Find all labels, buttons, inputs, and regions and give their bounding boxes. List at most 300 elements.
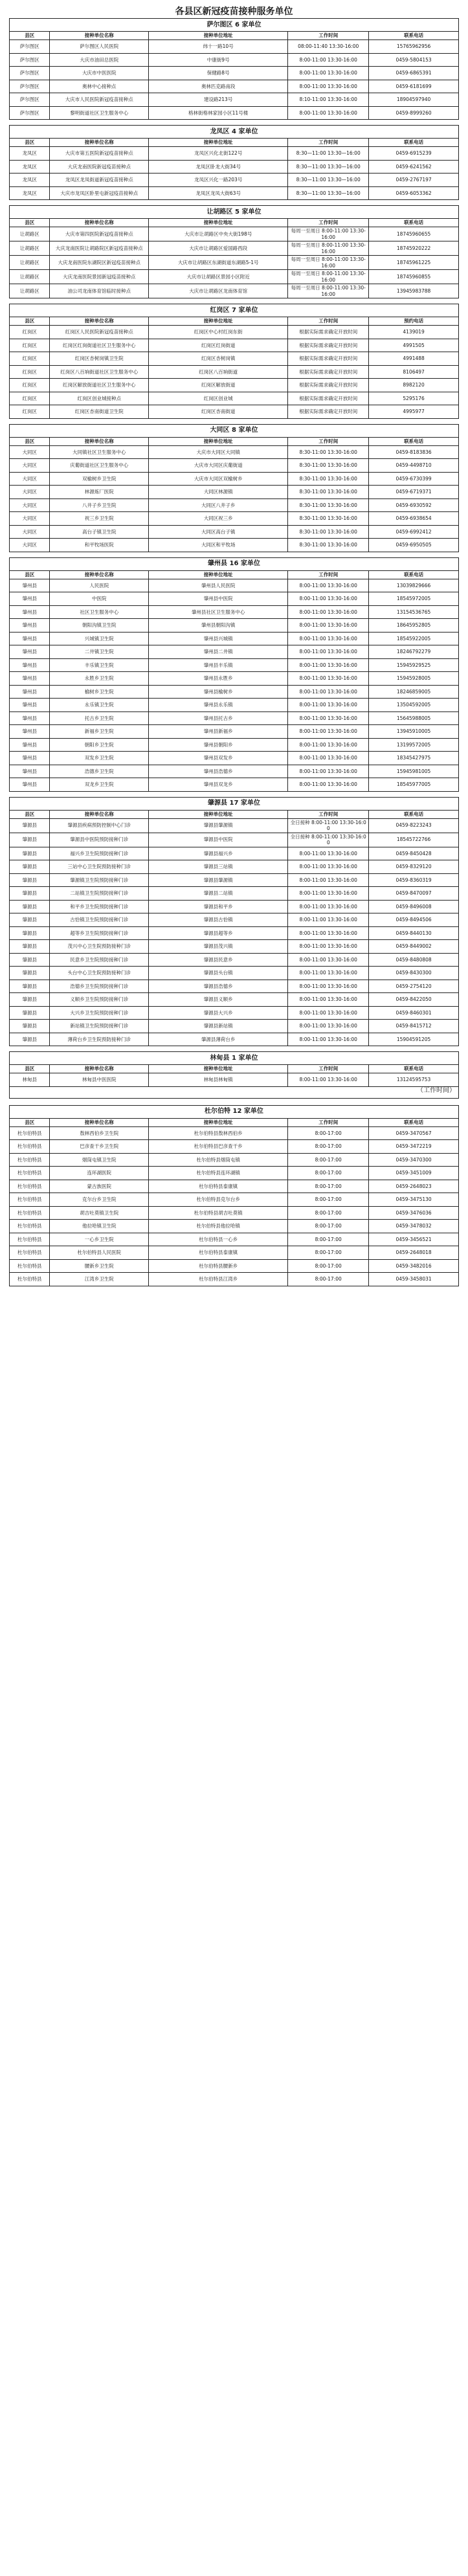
section-title: 杜尔伯特 12 家单位 <box>10 1105 459 1118</box>
cell-site-address: 杜尔伯特县江湾乡 <box>149 1273 288 1286</box>
cell-site-name: 克尔台乡卫生院 <box>50 1193 149 1207</box>
cell-site-address: 杜尔伯特县泰康镇 <box>149 1246 288 1260</box>
cell-site-name: 新站镇卫生院预防接种门诊 <box>50 1020 149 1033</box>
cell-phone: 13945910005 <box>369 725 459 739</box>
cell-hours: 根据实际需求确定开放时间 <box>288 339 369 352</box>
cell-county: 肇源县 <box>10 1020 50 1033</box>
table-row <box>10 392 459 405</box>
cell-hours: 8:00-17:00 <box>288 1246 369 1260</box>
cell-phone: 18545722766 <box>369 833 459 847</box>
cell-county: 杜尔伯特县 <box>10 1246 50 1260</box>
cell-county: 红岗区 <box>10 352 50 366</box>
table-row <box>10 284 459 298</box>
table-row <box>10 1006 459 1020</box>
cell-site-address: 中康街9号 <box>149 53 288 67</box>
cell-county: 肇州县 <box>10 752 50 765</box>
cell-phone: 0459-6719371 <box>369 486 459 499</box>
cell-phone: 0459-8494506 <box>369 913 459 927</box>
cell-phone: 0459-3458031 <box>369 1273 459 1286</box>
cell-phone: 13039829666 <box>369 579 459 592</box>
cell-site-name: 大庆市第四医院新冠疫苗接种点 <box>50 227 149 241</box>
cell-hours: 8:00-11:00 13:30-16:00 <box>288 725 369 739</box>
cell-hours: 每周一至周日 8:00-11:00 13:30-16:00 <box>288 270 369 284</box>
cell-county: 肇源县 <box>10 847 50 860</box>
table-row <box>10 147 459 161</box>
table-row <box>10 1193 459 1207</box>
cell-county: 肇州县 <box>10 711 50 725</box>
cell-hours: 8:00-11:00 13:30-16:00 <box>288 605 369 619</box>
cell-site-address: 肇源县肇源镇 <box>149 873 288 887</box>
vaccination-table <box>9 205 459 298</box>
cell-phone: 13945983788 <box>369 284 459 298</box>
cell-site-name: 胡吉吐莫镇卫生院 <box>50 1206 149 1220</box>
column-header-0: 县区 <box>10 570 50 579</box>
table-row <box>10 833 459 847</box>
cell-site-name: 丰乐镇卫生院 <box>50 658 149 672</box>
cell-site-address: 肇州县二井镇 <box>149 645 288 659</box>
section-heading-row <box>10 797 459 810</box>
cell-hours: 8:30—11:00 13:30—16:00 <box>288 186 369 200</box>
hours-note: （工作时间） <box>9 1082 459 1099</box>
cell-site-address: 建设路213号 <box>149 93 288 107</box>
cell-hours: 8:30—11:00 13:30—16:00 <box>288 174 369 187</box>
cell-hours: 每周一至周日 8:00-11:00 13:30-16:00 <box>288 256 369 270</box>
table-row <box>10 605 459 619</box>
cell-county: 肇州县 <box>10 645 50 659</box>
cell-site-address: 肇源县茂兴镇 <box>149 940 288 954</box>
cell-county: 让胡路区 <box>10 284 50 298</box>
cell-hours: 8:00-11:00 13:30-16:00 <box>288 887 369 901</box>
cell-phone: 15945929525 <box>369 658 459 672</box>
section-3 <box>9 304 459 419</box>
column-header-2: 接种单位地址 <box>149 219 288 227</box>
cell-phone: 0459-6181699 <box>369 80 459 93</box>
column-header-3: 工作时间 <box>288 219 369 227</box>
cell-phone: 0459-5804153 <box>369 53 459 67</box>
cell-county: 肇源县 <box>10 900 50 913</box>
cell-site-name: 三站中心卫生院预防接种门诊 <box>50 860 149 874</box>
cell-site-address: 肇州县永乐镇 <box>149 699 288 712</box>
cell-site-name: 肇源县疾病预防控制中心门诊 <box>50 818 149 833</box>
cell-site-address: 大庆市让胡路区爱国路西段 <box>149 241 288 256</box>
cell-site-name: 烟筒屯镇卫生院 <box>50 1153 149 1167</box>
table-row <box>10 352 459 366</box>
vaccination-table <box>9 557 459 792</box>
cell-county: 肇源县 <box>10 833 50 847</box>
cell-site-address: 杜尔伯特县一心乡 <box>149 1233 288 1246</box>
sections-container <box>9 18 459 1286</box>
cell-site-address: 肇州县兴城镇 <box>149 632 288 645</box>
column-header-3: 工作时间 <box>288 1065 369 1073</box>
cell-phone: 0459-8183836 <box>369 445 459 459</box>
cell-phone: 0459-6053362 <box>369 186 459 200</box>
cell-hours: 8:30-11:00 13:30-16:00 <box>288 459 369 473</box>
cell-site-name: 头台中心卫生院预防接种门诊 <box>50 967 149 980</box>
cell-county: 让胡路区 <box>10 270 50 284</box>
cell-phone: 0459-2648023 <box>369 1180 459 1193</box>
cell-county: 肇源县 <box>10 980 50 993</box>
cell-hours: 8:00-11:00 13:30-16:00 <box>288 1006 369 1020</box>
table-row <box>10 525 459 539</box>
table-row <box>10 699 459 712</box>
section-heading-row <box>10 19 459 32</box>
cell-phone: 0459-3476036 <box>369 1206 459 1220</box>
cell-phone: 0459-8223243 <box>369 818 459 833</box>
cell-hours: 8:30—11:00 13:30—16:00 <box>288 160 369 174</box>
cell-county: 让胡路区 <box>10 227 50 241</box>
cell-hours: 8:00-11:00 13:30-16:00 <box>288 847 369 860</box>
cell-phone: 18545922005 <box>369 632 459 645</box>
table-row <box>10 940 459 954</box>
cell-phone: 0459-8450428 <box>369 847 459 860</box>
column-header-row <box>10 219 459 227</box>
cell-county: 肇源县 <box>10 993 50 1007</box>
cell-site-name: 托古乡卫生院 <box>50 711 149 725</box>
cell-hours: 8:00-11:00 13:30-16:00 <box>288 752 369 765</box>
table-row <box>10 241 459 256</box>
column-header-4: 联系电话 <box>369 32 459 40</box>
cell-site-address: 龙凤区兴化北街122号 <box>149 147 288 161</box>
column-header-row <box>10 317 459 326</box>
table-row <box>10 512 459 526</box>
cell-hours: 每周一至周日 8:00-11:00 13:30-16:00 <box>288 284 369 298</box>
cell-site-name: 油公司龙南体育馆临时接种点 <box>50 284 149 298</box>
table-row <box>10 725 459 739</box>
cell-site-name: 二站镇卫生院预防接种门诊 <box>50 887 149 901</box>
column-header-4: 联系电话 <box>369 810 459 818</box>
cell-county: 让胡路区 <box>10 256 50 270</box>
cell-phone: 0459-3478032 <box>369 1220 459 1233</box>
cell-site-address: 肇州县朝阳沟镇 <box>149 619 288 633</box>
cell-hours: 8:00-11:00 13:30-16:00 <box>288 632 369 645</box>
cell-hours: 8:00-11:00 13:30-16:00 <box>288 926 369 940</box>
column-header-2: 接种单位地址 <box>149 32 288 40</box>
cell-site-address: 肇州县新福乡 <box>149 725 288 739</box>
table-row <box>10 1233 459 1246</box>
vaccination-table <box>9 797 459 1047</box>
table-row <box>10 486 459 499</box>
table-row <box>10 887 459 901</box>
cell-site-name: 双榆树乡卫生院 <box>50 472 149 486</box>
cell-site-address: 大庆市大同区双榆树乡 <box>149 472 288 486</box>
cell-site-address: 杜尔伯特县他拉哈镇 <box>149 1220 288 1233</box>
table-row <box>10 645 459 659</box>
cell-site-name: 杜尔伯特县人民医院 <box>50 1246 149 1260</box>
column-header-2: 接种单位地址 <box>149 570 288 579</box>
cell-site-name: 和平乡卫生院预防接种门诊 <box>50 900 149 913</box>
cell-site-address: 肇源县薄荷台乡 <box>149 1033 288 1046</box>
cell-phone: 0459-2648018 <box>369 1246 459 1260</box>
cell-phone: 15765962956 <box>369 40 459 54</box>
cell-county: 红岗区 <box>10 379 50 392</box>
cell-site-name: 社区卫生服务中心 <box>50 605 149 619</box>
cell-site-name: 双发乡卫生院 <box>50 752 149 765</box>
cell-county: 肇源县 <box>10 967 50 980</box>
cell-county: 龙凤区 <box>10 160 50 174</box>
column-header-2: 接种单位地址 <box>149 437 288 445</box>
cell-county: 肇州县 <box>10 605 50 619</box>
cell-hours: 8:30-11:00 13:30-16:00 <box>288 498 369 512</box>
cell-phone: 0459-8422050 <box>369 993 459 1007</box>
cell-county: 肇州县 <box>10 765 50 778</box>
cell-hours: 8:00-17:00 <box>288 1206 369 1220</box>
column-header-1: 接种单位名称 <box>50 317 149 326</box>
section-heading-row <box>10 557 459 570</box>
cell-site-address: 大庆市让胡路区东湖街道东湖路5-1号 <box>149 256 288 270</box>
table-row <box>10 365 459 379</box>
cell-site-address: 杜尔伯特县克尔台乡 <box>149 1193 288 1207</box>
cell-county: 萨尔图区 <box>10 93 50 107</box>
column-header-4: 联系电话 <box>369 1118 459 1126</box>
cell-site-address: 大庆市大同区大同镇 <box>149 445 288 459</box>
cell-county: 萨尔图区 <box>10 106 50 120</box>
cell-site-name: 兴城镇卫生院 <box>50 632 149 645</box>
cell-site-address: 杜尔伯特县连环湖镇 <box>149 1167 288 1180</box>
cell-county: 肇源县 <box>10 953 50 967</box>
cell-site-name: 红岗区创业城接种点 <box>50 392 149 405</box>
cell-phone: 0459-8470097 <box>369 887 459 901</box>
cell-hours: 8:00-17:00 <box>288 1273 369 1286</box>
cell-site-address: 肇源县民意乡 <box>149 953 288 967</box>
cell-hours: 8:00-11:00 13:30-16:00 <box>288 1020 369 1033</box>
cell-hours: 8:00-11:00 13:30-16:00 <box>288 67 369 80</box>
vaccination-table <box>9 424 459 552</box>
cell-site-name: 红岗区红岗街道社区卫生服务中心 <box>50 339 149 352</box>
column-header-3: 工作时间 <box>288 1118 369 1126</box>
column-header-0: 县区 <box>10 437 50 445</box>
table-row <box>10 53 459 67</box>
table-row <box>10 993 459 1007</box>
vaccination-table <box>9 125 459 200</box>
cell-county: 肇州县 <box>10 658 50 672</box>
vaccination-table <box>9 18 459 120</box>
page-title: 各县区新冠疫苗接种服务单位 <box>175 6 293 17</box>
cell-site-address: 红岗区创业城 <box>149 392 288 405</box>
table-row <box>10 1220 459 1233</box>
cell-phone: 0459-8430300 <box>369 967 459 980</box>
table-row <box>10 1033 459 1046</box>
cell-county: 肇源县 <box>10 913 50 927</box>
section-6 <box>9 797 459 1047</box>
cell-site-name: 和平牧场医院 <box>50 539 149 552</box>
cell-hours: 8:30—11:00 13:30—16:00 <box>288 147 369 161</box>
cell-county: 杜尔伯特县 <box>10 1233 50 1246</box>
cell-site-address: 肇源县义顺乡 <box>149 993 288 1007</box>
cell-site-name: 大庆龙南医院景园新冠疫苗接种点 <box>50 270 149 284</box>
column-header-1: 接种单位名称 <box>50 570 149 579</box>
column-header-row <box>10 1065 459 1073</box>
cell-site-address: 肇源县三站镇 <box>149 860 288 874</box>
cell-hours: 8:00-11:00 13:30-16:00 <box>288 765 369 778</box>
cell-site-name: 祝三乡卫生院 <box>50 512 149 526</box>
cell-site-name: 超等乡卫生院预防接种门诊 <box>50 926 149 940</box>
cell-hours: 8:00-11:00 13:30-16:00 <box>288 645 369 659</box>
cell-site-name: 浩德乡卫生院预防接种门诊 <box>50 980 149 993</box>
cell-hours: 8:00-11:00 13:30-16:00 <box>288 980 369 993</box>
column-header-1: 接种单位名称 <box>50 1118 149 1126</box>
table-row <box>10 405 459 419</box>
table-row <box>10 445 459 459</box>
cell-hours: 8:00-11:00 13:30-16:00 <box>288 106 369 120</box>
column-header-row <box>10 810 459 818</box>
column-header-2: 接种单位地址 <box>149 139 288 147</box>
cell-county: 肇州县 <box>10 579 50 592</box>
cell-site-name: 红岗区杏南街道卫生院 <box>50 405 149 419</box>
cell-site-name: 红岗区杏树岗镇卫生院 <box>50 352 149 366</box>
cell-hours: 8:00-11:00 13:30-16:00 <box>288 53 369 67</box>
cell-hours: 8:00-11:00 13:30-16:00 <box>288 685 369 699</box>
table-row <box>10 326 459 339</box>
cell-hours: 8:00-11:00 13:30-16:00 <box>288 579 369 592</box>
cell-site-address: 杜尔伯特县腰新乡 <box>149 1259 288 1273</box>
section-heading-row <box>10 1105 459 1118</box>
column-header-2: 接种单位地址 <box>149 317 288 326</box>
cell-phone: 18745960655 <box>369 227 459 241</box>
table-row <box>10 472 459 486</box>
table-row <box>10 1180 459 1193</box>
column-header-4: 预约电话 <box>369 317 459 326</box>
cell-phone: 0459-8329120 <box>369 860 459 874</box>
column-header-4: 联系电话 <box>369 437 459 445</box>
section-7 <box>9 1051 459 1099</box>
cell-hours: 8:30-11:00 13:30-16:00 <box>288 512 369 526</box>
table-row <box>10 778 459 792</box>
cell-county: 杜尔伯特县 <box>10 1193 50 1207</box>
cell-phone: 18246792279 <box>369 645 459 659</box>
cell-site-address: 大庆市让胡路区龙南体育馆 <box>149 284 288 298</box>
cell-hours: 8:00-11:00 13:30-16:00 <box>288 658 369 672</box>
section-title: 红岗区 7 家单位 <box>10 304 459 317</box>
cell-county: 肇州县 <box>10 619 50 633</box>
cell-phone: 0459-3470300 <box>369 1153 459 1167</box>
cell-hours: 8:00-17:00 <box>288 1140 369 1154</box>
cell-site-address: 大同区林源镇 <box>149 486 288 499</box>
table-row <box>10 160 459 174</box>
cell-phone: 18545977005 <box>369 778 459 792</box>
cell-site-name: 新福乡卫生院 <box>50 725 149 739</box>
cell-site-name: 浩德乡卫生院 <box>50 765 149 778</box>
cell-hours: 根据实际需求确定开放时间 <box>288 379 369 392</box>
cell-phone: 0459-6950505 <box>369 539 459 552</box>
cell-county: 杜尔伯特县 <box>10 1140 50 1154</box>
table-row <box>10 80 459 93</box>
table-row <box>10 106 459 120</box>
cell-phone: 13154536765 <box>369 605 459 619</box>
cell-hours: 8:30-11:00 13:30-16:00 <box>288 539 369 552</box>
column-header-0: 县区 <box>10 139 50 147</box>
cell-county: 大同区 <box>10 498 50 512</box>
cell-phone: 0459-8440130 <box>369 926 459 940</box>
cell-site-name: 古恰镇卫生院预防接种门诊 <box>50 913 149 927</box>
cell-site-name: 民意乡卫生院预防接种门诊 <box>50 953 149 967</box>
cell-hours: 8:00-17:00 <box>288 1220 369 1233</box>
cell-site-address: 红岗区杏树岗镇 <box>149 352 288 366</box>
section-title: 肇源县 17 家单位 <box>10 797 459 810</box>
cell-site-name: 人民医院 <box>50 579 149 592</box>
cell-site-name: 连环湖医院 <box>50 1167 149 1180</box>
cell-phone: 0459-3472219 <box>369 1140 459 1154</box>
cell-site-address: 肇源县大兴乡 <box>149 1006 288 1020</box>
table-row <box>10 40 459 54</box>
column-header-0: 县区 <box>10 810 50 818</box>
cell-county: 大同区 <box>10 525 50 539</box>
cell-hours: 根据实际需求确定开放时间 <box>288 392 369 405</box>
cell-hours: 8:00-11:00 13:30-16:00 <box>288 940 369 954</box>
cell-county: 肇州县 <box>10 778 50 792</box>
cell-hours: 8:30-11:00 13:30-16:00 <box>288 525 369 539</box>
table-row <box>10 913 459 927</box>
cell-county: 龙凤区 <box>10 174 50 187</box>
column-header-1: 接种单位名称 <box>50 32 149 40</box>
cell-hours: 8:00-17:00 <box>288 1259 369 1273</box>
cell-hours: 8:00-11:00 13:30-16:00 <box>288 672 369 686</box>
cell-site-name: 大庆龙南医院新冠疫苗接种点 <box>50 160 149 174</box>
table-row <box>10 1206 459 1220</box>
cell-phone: 0459-8999260 <box>369 106 459 120</box>
cell-site-address: 大同区祝三乡 <box>149 512 288 526</box>
cell-site-name: 大庆市龙凤区卧里屯新冠疫苗接种点 <box>50 186 149 200</box>
cell-hours: 8:00-11:00 13:30-16:00 <box>288 1033 369 1046</box>
table-row <box>10 860 459 874</box>
vaccination-table <box>9 304 459 419</box>
cell-phone: 0459-8449002 <box>369 940 459 954</box>
cell-hours: 8:00-17:00 <box>288 1126 369 1140</box>
cell-site-address: 肇州县中医院 <box>149 592 288 606</box>
cell-site-address: 保健路8号 <box>149 67 288 80</box>
column-header-0: 县区 <box>10 317 50 326</box>
cell-site-address: 红岗区中心村红岗东街 <box>149 326 288 339</box>
cell-phone: 0459-6930592 <box>369 498 459 512</box>
cell-county: 杜尔伯特县 <box>10 1167 50 1180</box>
cell-phone: 8106497 <box>369 365 459 379</box>
cell-hours: 8:00-11:00 13:30-16:00 <box>288 900 369 913</box>
cell-site-address: 龙凤区兴化一路203号 <box>149 174 288 187</box>
cell-phone: 0459-6938654 <box>369 512 459 526</box>
cell-phone: 0459-3470567 <box>369 1126 459 1140</box>
cell-site-name: 肇源镇卫生院预防接种门诊 <box>50 873 149 887</box>
cell-site-address: 林甸县林甸镇 <box>149 1073 288 1087</box>
column-header-1: 接种单位名称 <box>50 219 149 227</box>
cell-site-name: 红岗区人民医院新冠疫苗接种点 <box>50 326 149 339</box>
cell-phone: 18745961225 <box>369 256 459 270</box>
cell-phone: 0459-8480808 <box>369 953 459 967</box>
column-header-1: 接种单位名称 <box>50 437 149 445</box>
column-header-3: 工作时间 <box>288 317 369 326</box>
cell-site-address: 龙凤区龙凤大街63号 <box>149 186 288 200</box>
cell-phone: 0459-6992412 <box>369 525 459 539</box>
table-row <box>10 256 459 270</box>
table-row <box>10 1167 459 1180</box>
column-header-0: 县区 <box>10 1118 50 1126</box>
cell-site-name: 大庆市第五医院新冠疫苗接种点 <box>50 147 149 161</box>
cell-phone: 18246859005 <box>369 685 459 699</box>
cell-hours: 08:00-11:40 13:30-16:00 <box>288 40 369 54</box>
table-row <box>10 967 459 980</box>
cell-phone: 13124595753 <box>369 1073 459 1087</box>
column-header-row <box>10 1118 459 1126</box>
table-row <box>10 1140 459 1154</box>
table-row <box>10 873 459 887</box>
cell-hours: 8:00-17:00 <box>288 1153 369 1167</box>
column-header-0: 县区 <box>10 32 50 40</box>
cell-phone: 4991505 <box>369 339 459 352</box>
cell-hours: 8:00-11:00 13:30-16:00 <box>288 738 369 752</box>
cell-county: 肇源县 <box>10 940 50 954</box>
column-header-2: 接种单位地址 <box>149 1065 288 1073</box>
cell-site-address: 肇州县托古乡 <box>149 711 288 725</box>
cell-site-name: 林源炼厂医院 <box>50 486 149 499</box>
column-header-0: 县区 <box>10 219 50 227</box>
